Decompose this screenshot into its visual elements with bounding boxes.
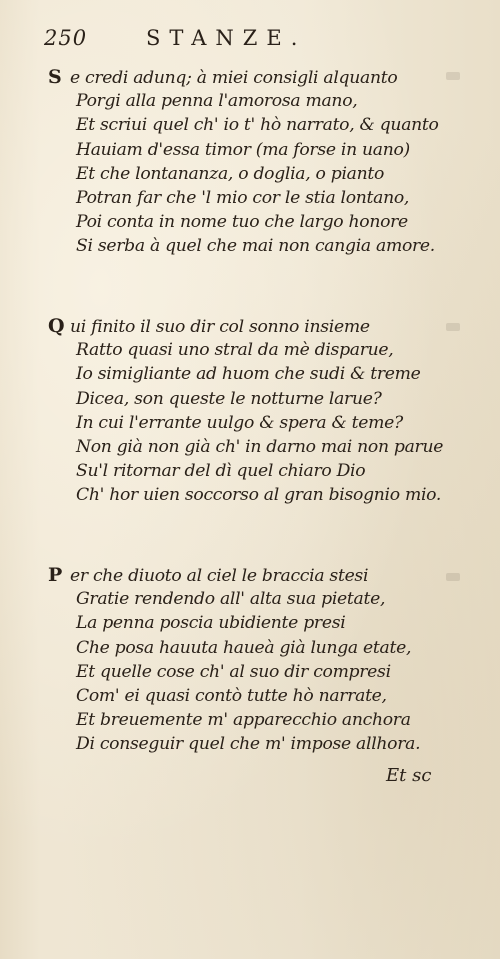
verse-line: Gratie rendendo all' alta sua pietate, [76, 589, 386, 610]
verse-line: Non già non già ch' in darno mai non parue [76, 436, 444, 457]
running-title: STANZE. [146, 26, 307, 50]
verse-line: Su'l ritornar del dì quel chiaro Dio [76, 461, 366, 482]
verse-line: Et breuemente m' apparecchio anchora [76, 710, 411, 731]
verse-line: Ch' hor uien soccorso al gran bisognio mio. [76, 485, 442, 506]
verse-line [48, 314, 468, 338]
verse-line: Poi conta in nome tuo che largo honore [76, 212, 408, 233]
verse-line: Et che lontananza, o doglia, o pianto [76, 163, 385, 184]
page-number: 250 [44, 26, 88, 50]
verse-line [48, 563, 468, 587]
stanza-3 [48, 563, 468, 757]
stanza-2 [48, 314, 468, 508]
verse-line: La penna poscia ubidiente presi [76, 613, 346, 634]
catchword: Et sc [386, 765, 432, 786]
stanza-initial: P [48, 564, 62, 586]
verse-line: Et quelle cose ch' al suo dir compresi [76, 661, 391, 682]
verse-line: Ratto quasi uno stral da mè disparue, [76, 340, 394, 361]
verse-line: Porgi alla penna l'amorosa mano, [76, 91, 358, 112]
stanza-initial: Q [48, 315, 65, 337]
verse-text: ui finito il suo dir col sonno insieme [70, 317, 370, 337]
verse-line: Che posa hauuta haueà già lunga etate, [76, 637, 412, 658]
verse-line: Si serba à quel che mai non cangia amore. [76, 236, 435, 257]
verse-line: Io simigliante ad huom che sudi & treme [76, 364, 421, 385]
verse-line: Com' ei quasi contò tutte hò narrate, [76, 685, 387, 706]
running-header [44, 26, 307, 51]
verse-line: Di conseguir quel che m' impose allhora. [76, 734, 421, 755]
verse-line [48, 65, 468, 89]
verse-line: In cui l'errante uulgo & spera & teme? [76, 412, 403, 433]
verse-text: e credi adunq; à miei consigli alquanto [70, 68, 398, 88]
stanza-1 [48, 65, 468, 259]
verse-line: Et scriui quel ch' io t' hò narrato, & quanto [76, 115, 439, 136]
verse-line: Dicea, son queste le notturne larue? [76, 388, 382, 409]
verse-text: er che diuoto al ciel le braccia stesi [70, 566, 369, 586]
verse-line: Potran far che 'l mio cor le stia lontano, [76, 187, 410, 208]
stanza-initial: S [48, 66, 62, 88]
verse-line: Hauiam d'essa timor (ma forse in uano) [76, 139, 410, 160]
